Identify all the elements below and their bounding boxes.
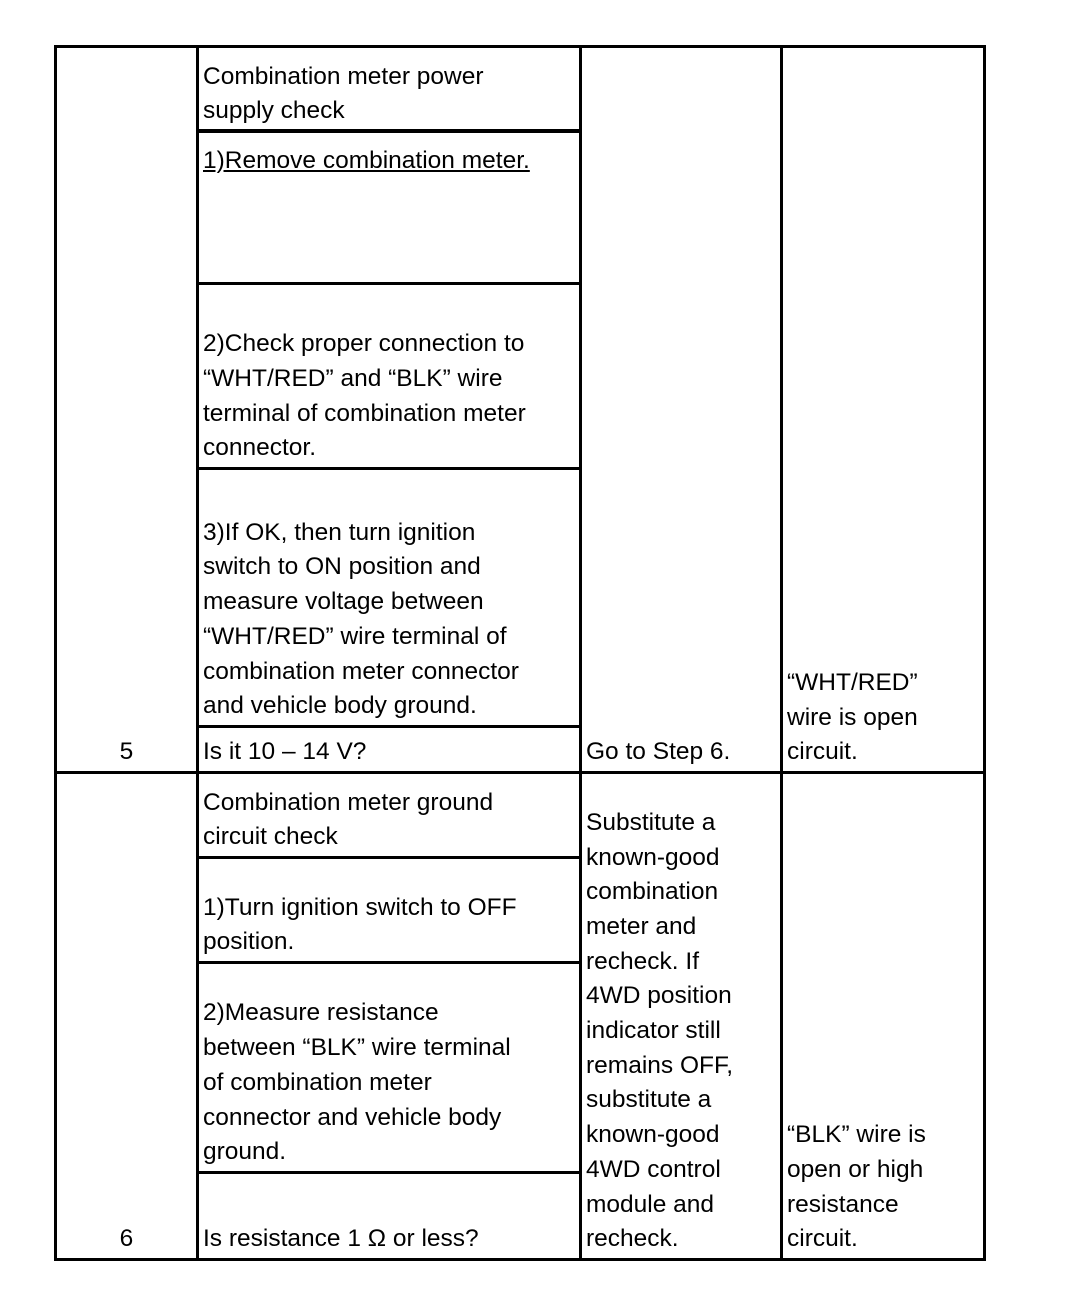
action-title: Combination meter ground circuit check xyxy=(203,788,494,851)
action-cell xyxy=(196,961,582,1174)
action-text: 3)If OK, then turn ignition switch to ON position and measure voltage between “WHT/RED” wire terminal of combination meter connector and vehicle body ground. xyxy=(203,518,519,720)
no-text: “WHT/RED” wire is open circuit. xyxy=(787,668,918,766)
action-text: 1)Remove combination meter. xyxy=(203,147,530,174)
no-cell xyxy=(780,45,986,774)
action-cell xyxy=(196,282,582,470)
yes-text: Go to Step 6. xyxy=(586,738,731,766)
yes-cell xyxy=(579,45,783,774)
action-text: 2)Check proper connection to “WHT/RED” and “BLK” wire terminal of combination meter connector. xyxy=(203,330,526,462)
step-number: 6 xyxy=(119,1225,134,1253)
step-number-cell xyxy=(54,45,199,774)
question-text: Is resistance 1 Ω or less? xyxy=(203,1225,479,1253)
yes-cell xyxy=(579,771,783,1261)
action-cell xyxy=(196,129,582,285)
action-title: Combination meter power supply check xyxy=(203,62,484,125)
action-title-cell xyxy=(196,45,582,133)
step-number-cell xyxy=(54,771,199,1261)
question-text: Is it 10 – 14 V? xyxy=(203,738,367,766)
question-cell xyxy=(196,1171,582,1261)
yes-text: Substitute a known-good combination meter and recheck. If 4WD position indicator still remains OFF, substitute a known-good 4WD control module and recheck. xyxy=(586,808,734,1253)
action-title-cell xyxy=(196,771,582,859)
no-text: “BLK” wire is open or high resistance circuit. xyxy=(787,1121,926,1253)
action-cell xyxy=(196,856,582,964)
action-text: 2)Measure resistance between “BLK” wire terminal of combination meter connector and vehicle body ground. xyxy=(203,999,511,1166)
question-cell xyxy=(196,725,582,774)
step-number: 5 xyxy=(119,738,134,766)
action-text: 1)Turn ignition switch to OFF position. xyxy=(203,893,517,956)
no-cell xyxy=(780,771,986,1261)
action-cell xyxy=(196,467,582,728)
